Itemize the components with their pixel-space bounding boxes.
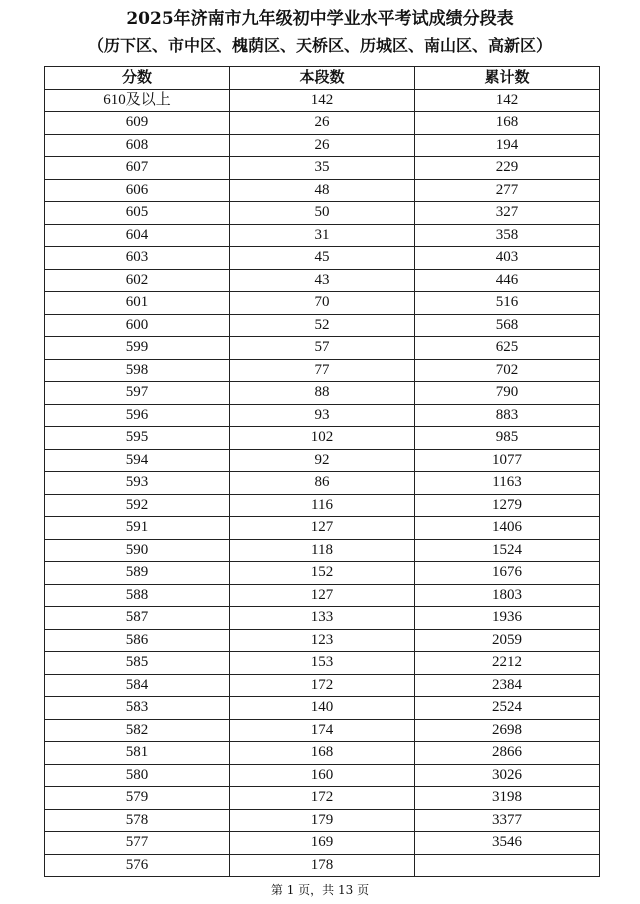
score-cell: 606 [45, 179, 230, 202]
cumulative-count-cell: 1803 [415, 584, 600, 607]
score-cell: 600 [45, 314, 230, 337]
table-row [45, 787, 600, 810]
score-cell: 597 [45, 382, 230, 405]
cumulative-count-cell: 985 [415, 427, 600, 450]
segment-count-cell: 179 [230, 809, 415, 832]
segment-count-cell: 50 [230, 202, 415, 225]
cumulative-count-cell: 277 [415, 179, 600, 202]
segment-count-cell: 169 [230, 832, 415, 855]
segment-count-cell: 116 [230, 494, 415, 517]
segment-count-cell: 153 [230, 652, 415, 675]
score-cell: 588 [45, 584, 230, 607]
cumulative-count-cell: 403 [415, 247, 600, 270]
table-row [45, 247, 600, 270]
segment-count-cell: 123 [230, 629, 415, 652]
column-header-segment-count: 本段数 [230, 67, 415, 90]
cumulative-count-cell: 358 [415, 224, 600, 247]
table-header-row [45, 67, 600, 90]
cumulative-count-cell: 883 [415, 404, 600, 427]
cumulative-count-cell: 327 [415, 202, 600, 225]
cumulative-count-cell: 229 [415, 157, 600, 180]
segment-count-cell: 168 [230, 742, 415, 765]
table-row [45, 494, 600, 517]
table-row [45, 427, 600, 450]
score-cell: 590 [45, 539, 230, 562]
table-row [45, 314, 600, 337]
table-row [45, 809, 600, 832]
table-row [45, 89, 600, 112]
cumulative-count-cell: 194 [415, 134, 600, 157]
score-cell: 582 [45, 719, 230, 742]
segment-count-cell: 93 [230, 404, 415, 427]
cumulative-count-cell: 1279 [415, 494, 600, 517]
cumulative-count-cell [415, 854, 600, 877]
segment-count-cell: 127 [230, 584, 415, 607]
table-row [45, 629, 600, 652]
score-cell: 579 [45, 787, 230, 810]
segment-count-cell: 45 [230, 247, 415, 270]
cumulative-count-cell: 168 [415, 112, 600, 135]
cumulative-count-cell: 2384 [415, 674, 600, 697]
score-cell: 609 [45, 112, 230, 135]
cumulative-count-cell: 568 [415, 314, 600, 337]
score-cell: 580 [45, 764, 230, 787]
column-header-cumulative-count: 累计数 [415, 67, 600, 90]
cumulative-count-cell: 1406 [415, 517, 600, 540]
cumulative-count-cell: 446 [415, 269, 600, 292]
score-cell: 608 [45, 134, 230, 157]
score-cell: 591 [45, 517, 230, 540]
table-row [45, 584, 600, 607]
score-cell: 585 [45, 652, 230, 675]
table-row [45, 179, 600, 202]
score-cell: 601 [45, 292, 230, 315]
cumulative-count-cell: 3198 [415, 787, 600, 810]
table-row [45, 359, 600, 382]
score-cell: 594 [45, 449, 230, 472]
table-row [45, 472, 600, 495]
score-cell: 604 [45, 224, 230, 247]
segment-count-cell: 43 [230, 269, 415, 292]
segment-count-cell: 127 [230, 517, 415, 540]
column-header-score: 分数 [45, 67, 230, 90]
table-row [45, 337, 600, 360]
segment-count-cell: 31 [230, 224, 415, 247]
segment-count-cell: 77 [230, 359, 415, 382]
table-row [45, 112, 600, 135]
table-row [45, 539, 600, 562]
segment-count-cell: 102 [230, 427, 415, 450]
segment-count-cell: 133 [230, 607, 415, 630]
cumulative-count-cell: 2866 [415, 742, 600, 765]
table-row [45, 517, 600, 540]
table-row [45, 607, 600, 630]
cumulative-count-cell: 2059 [415, 629, 600, 652]
segment-count-cell: 35 [230, 157, 415, 180]
segment-count-cell: 118 [230, 539, 415, 562]
segment-count-cell: 86 [230, 472, 415, 495]
score-cell: 610及以上 [45, 89, 230, 112]
score-cell: 595 [45, 427, 230, 450]
segment-count-cell: 88 [230, 382, 415, 405]
score-cell: 593 [45, 472, 230, 495]
table-row [45, 562, 600, 585]
score-cell: 577 [45, 832, 230, 855]
score-cell: 584 [45, 674, 230, 697]
score-cell: 586 [45, 629, 230, 652]
score-cell: 578 [45, 809, 230, 832]
cumulative-count-cell: 3377 [415, 809, 600, 832]
table-row [45, 224, 600, 247]
segment-count-cell: 174 [230, 719, 415, 742]
cumulative-count-cell: 1077 [415, 449, 600, 472]
score-cell: 583 [45, 697, 230, 720]
segment-count-cell: 52 [230, 314, 415, 337]
score-cell: 596 [45, 404, 230, 427]
segment-count-cell: 172 [230, 674, 415, 697]
segment-count-cell: 48 [230, 179, 415, 202]
segment-count-cell: 142 [230, 89, 415, 112]
table-row [45, 269, 600, 292]
score-distribution-table [44, 66, 600, 877]
table-row [45, 449, 600, 472]
table-row [45, 854, 600, 877]
segment-count-cell: 140 [230, 697, 415, 720]
table-body [45, 89, 600, 877]
table-row [45, 697, 600, 720]
segment-count-cell: 172 [230, 787, 415, 810]
table-row [45, 719, 600, 742]
table-row [45, 292, 600, 315]
table-row [45, 382, 600, 405]
score-cell: 602 [45, 269, 230, 292]
score-cell: 592 [45, 494, 230, 517]
cumulative-count-cell: 3546 [415, 832, 600, 855]
cumulative-count-cell: 625 [415, 337, 600, 360]
score-cell: 589 [45, 562, 230, 585]
cumulative-count-cell: 790 [415, 382, 600, 405]
segment-count-cell: 26 [230, 134, 415, 157]
table-row [45, 404, 600, 427]
cumulative-count-cell: 2524 [415, 697, 600, 720]
table-row [45, 764, 600, 787]
cumulative-count-cell: 2698 [415, 719, 600, 742]
score-cell: 603 [45, 247, 230, 270]
score-cell: 599 [45, 337, 230, 360]
segment-count-cell: 178 [230, 854, 415, 877]
table-row [45, 832, 600, 855]
score-cell: 576 [45, 854, 230, 877]
cumulative-count-cell: 2212 [415, 652, 600, 675]
score-cell: 607 [45, 157, 230, 180]
table-row [45, 202, 600, 225]
cumulative-count-cell: 1676 [415, 562, 600, 585]
cumulative-count-cell: 1163 [415, 472, 600, 495]
table-row [45, 742, 600, 765]
cumulative-count-cell: 3026 [415, 764, 600, 787]
table-row [45, 134, 600, 157]
score-cell: 587 [45, 607, 230, 630]
segment-count-cell: 152 [230, 562, 415, 585]
segment-count-cell: 57 [230, 337, 415, 360]
page-number: 第 1 页，共 13 页 [270, 883, 370, 897]
segment-count-cell: 26 [230, 112, 415, 135]
score-cell: 598 [45, 359, 230, 382]
segment-count-cell: 160 [230, 764, 415, 787]
cumulative-count-cell: 516 [415, 292, 600, 315]
segment-count-cell: 70 [230, 292, 415, 315]
cumulative-count-cell: 142 [415, 89, 600, 112]
score-cell: 605 [45, 202, 230, 225]
segment-count-cell: 92 [230, 449, 415, 472]
document-title: 2025年济南市九年级初中学业水平考试成绩分段表 [126, 9, 514, 29]
cumulative-count-cell: 702 [415, 359, 600, 382]
cumulative-count-cell: 1936 [415, 607, 600, 630]
score-cell: 581 [45, 742, 230, 765]
document-subtitle: （历下区、市中区、槐荫区、天桥区、历城区、南山区、高新区） [87, 36, 552, 55]
table-row [45, 674, 600, 697]
cumulative-count-cell: 1524 [415, 539, 600, 562]
table-row [45, 652, 600, 675]
table-row [45, 157, 600, 180]
